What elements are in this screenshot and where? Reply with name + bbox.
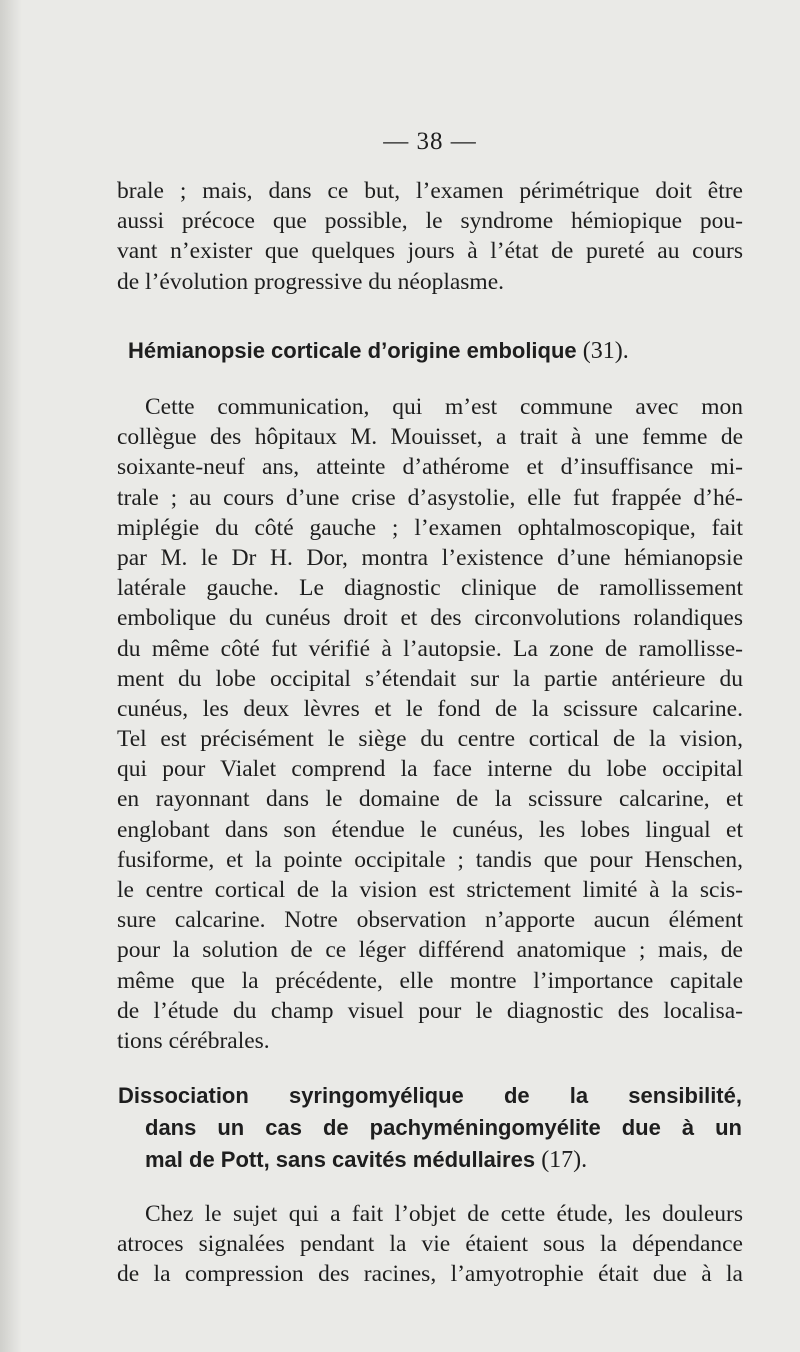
text-line: soixante-neuf ans, atteinte d’athérome et d’insuffisance mi- [117,454,743,481]
section1-paragraph [117,392,743,1056]
text-line: sure calcarine. Notre observation n’apporte aucun élément [117,907,743,934]
text-line: du même côté fut vérifié à l’autopsie. La zone de ramollisse- [117,635,743,662]
text-line: vant n’exister que quelques jours à l’état de pureté au cours [117,238,743,265]
text-line: englobant dans son étendue le cunéus, les lobes lingual et [117,816,743,843]
text-line: fusiforme, et la pointe occipitale ; tandis que pour Henschen, [117,846,743,873]
section-heading-hemianopsie [128,335,629,367]
section2-paragraph [117,1199,743,1290]
text-line: tions cérébrales. [117,1027,270,1054]
text-line: Chez le sujet qui a fait l’objet de cette étude, les douleurs [145,1201,743,1227]
page-edge-shadow [0,0,22,1352]
text-line: qui pour Vialet comprend la face interne du lobe occipital [117,756,743,783]
page-number: — 38 — [383,128,477,155]
text-line: Cette communication, qui m’est commune avec mon [145,394,743,420]
text-line: de la compression des racines, l’amyotrophie était due à la [117,1261,743,1288]
text-line: en rayonnant dans le domaine de la scissure calcarine, et [117,786,743,813]
text-line: de l’évolution progressive du néoplasme. [117,268,505,295]
section-heading-dissociation-line3 [145,1144,587,1176]
text-line: trale ; au cours d’une crise d’asystolie, elle fut frappée d’hé- [117,484,743,511]
text-line: aussi précoce que possible, le syndrome hémiopique pou- [117,208,743,235]
text-line: latérale gauche. Le diagnostic clinique de ramollissement [117,575,743,602]
section-heading-dissociation-line2 [145,1112,742,1144]
text-line: miplégie du côté gauche ; l’examen ophtalmoscopique, fait [117,514,743,541]
text-line: le centre cortical de la vision est strictement limité à la scis- [117,877,743,903]
reference-number: (31). [582,338,629,364]
text-line: collègue des hôpitaux M. Mouisset, a trait à une femme de [117,424,743,451]
text-line: brale ; mais, dans ce but, l’examen périmétrique doit être [117,178,743,204]
section-title-line: Dissociation syringomyélique de la sensibilité, [118,1083,742,1108]
text-line: ment du lobe occipital s’étendait sur la partie antérieure du [117,665,743,692]
text-line: embolique du cunéus droit et des circonvolutions rolandiques [117,605,743,632]
section-title-line: dans un cas de pachyméningomyélite due à un [145,1115,742,1140]
section-title-line: mal de Pott, sans cavités médullaires [145,1147,536,1172]
text-line: cunéus, les deux lèvres et le fond de la scissure calcarine. [117,695,743,722]
text-line: Tel est précisément le siège du centre cortical de la vision, [117,726,743,753]
text-line: atroces signalées pendant la vie étaient sous la dépendance [117,1231,743,1258]
intro-paragraph [117,176,743,297]
reference-number: (17). [541,1147,588,1173]
text-line: même que la précédente, elle montre l’importance capitale [117,967,743,994]
text-line: de l’étude du champ visuel pour le diagnostic des localisa- [117,997,743,1024]
section-heading-dissociation [118,1080,742,1112]
text-line: pour la solution de ce léger différend anatomique ; mais, de [117,937,743,964]
section-title: Hémianopsie corticale d’origine embolique [128,338,577,363]
text-line: par M. le Dr H. Dor, montra l’existence d’une hémianopsie [117,544,743,571]
